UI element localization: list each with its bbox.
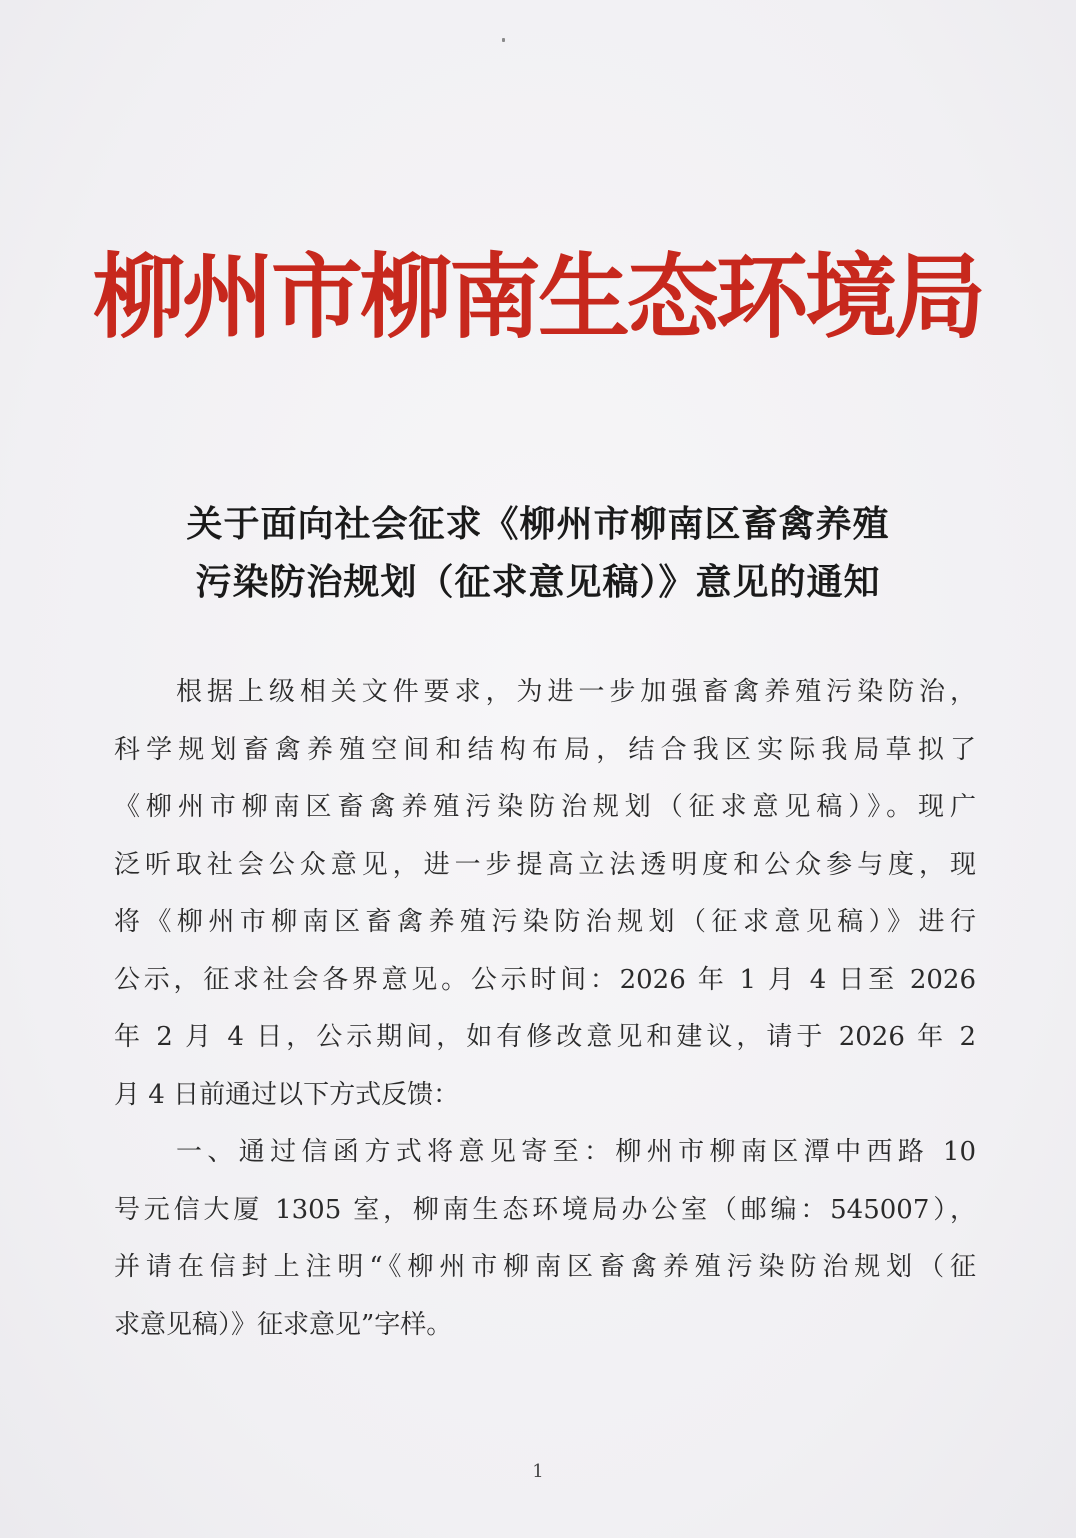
paragraph-line: 年 2 月 4 日，公示期间，如有修改意见和建议，请于 2026 年 2 — [114, 1022, 976, 1052]
paragraph-line: 并请在信封上注明“《柳州市柳南区畜禽养殖污染防治规划（征 — [114, 1252, 976, 1282]
paragraph-line: 科学规划畜禽养殖空间和结构布局，结合我区实际我局草拟了 — [114, 734, 976, 765]
paragraph-line: 将《柳州市柳南区畜禽养殖污染防治规划（征求意见稿）》进行 — [114, 907, 976, 937]
paragraph-line: 号元信大厦 1305 室，柳南生态环境局办公室（邮编：545007）， — [114, 1194, 976, 1225]
agency-letterhead: 柳州市柳南生态环境局 — [92, 244, 983, 351]
paragraph-line: 《柳州市柳南区畜禽养殖污染防治规划（征求意见稿）》。现广 — [114, 792, 976, 822]
document-title — [60, 496, 1016, 612]
document-body — [114, 664, 976, 1354]
page-number: 1 — [532, 1461, 544, 1482]
paragraph-line: 根据上级相关文件要求，为进一步加强畜禽养殖污染防治， — [176, 677, 976, 707]
document-title-line: 关于面向社会征求《柳州市柳南区畜禽养殖 — [186, 504, 890, 545]
paragraph-line: 一、通过信函方式将意见寄至：柳州市柳南区潭中西路 10 — [176, 1137, 976, 1167]
paragraph-line: 求意见稿）》征求意见”字样。 — [114, 1309, 453, 1340]
paragraph-line: 月 4 日前通过以下方式反馈： — [114, 1079, 460, 1110]
scan-speck — [502, 38, 505, 42]
paragraph-line: 泛听取社会公众意见，进一步提高立法透明度和公众参与度，现 — [114, 849, 976, 880]
document-title-line: 污染防治规划（征求意见稿）》意见的通知 — [195, 562, 881, 603]
paragraph-line: 公示，征求社会各界意见。公示时间：2026 年 1 月 4 日至 2026 — [114, 964, 976, 995]
